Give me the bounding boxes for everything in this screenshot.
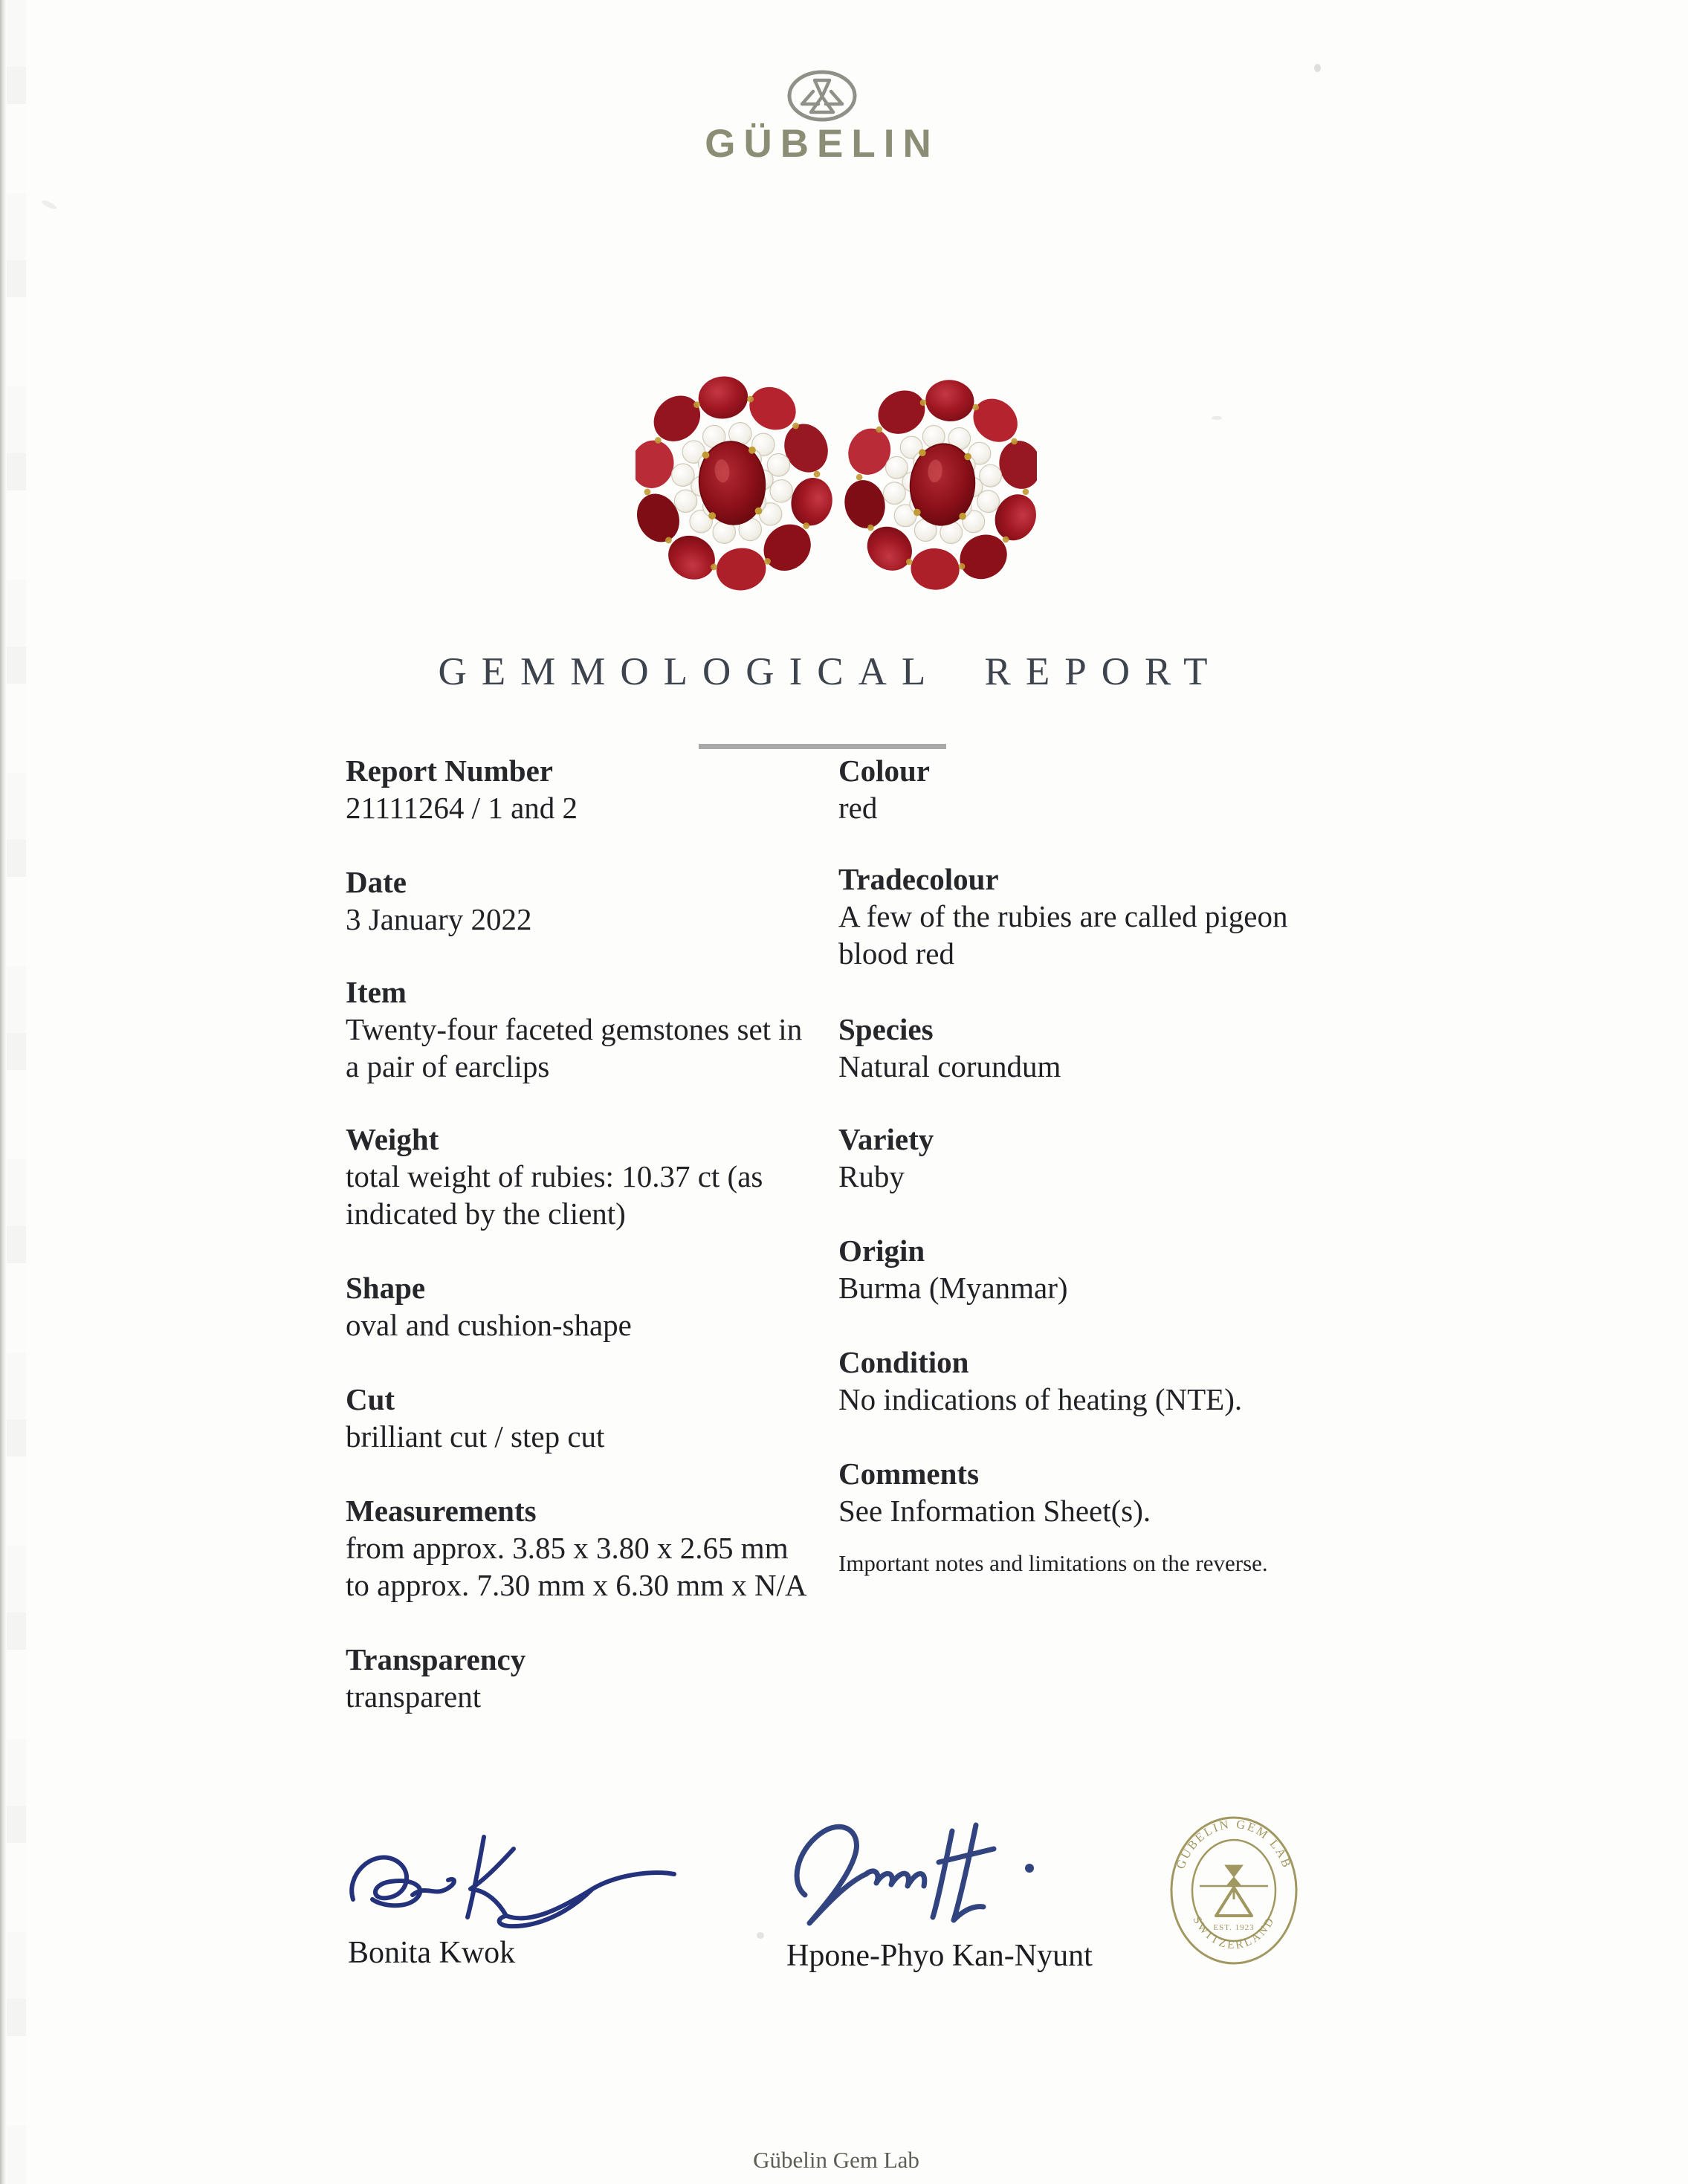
field-report-number xyxy=(346,752,836,826)
field-value: 3 January 2022 xyxy=(346,902,532,936)
field-value: Natural corundum xyxy=(838,1049,1061,1083)
seal-est-text: EST. 1923 xyxy=(1213,1923,1255,1932)
field-label: Species xyxy=(838,1012,934,1046)
field-shape xyxy=(346,1269,836,1344)
seal-bottom-text: SWITZERLAND xyxy=(1190,1914,1278,1952)
scan-speck xyxy=(1212,416,1222,420)
signatory-name: Bonita Kwok xyxy=(348,1936,516,1970)
scan-edge-artifact xyxy=(0,0,7,2184)
field-value: 21111264 / 1 and 2 xyxy=(346,791,578,825)
field-value: blood red xyxy=(838,936,954,971)
field-value: to approx. 7.30 mm x 6.30 mm x N/A xyxy=(346,1568,807,1602)
scan-speck xyxy=(1314,64,1321,72)
earclip-left xyxy=(636,372,848,598)
field-measurements xyxy=(346,1492,836,1604)
field-label: Measurements xyxy=(346,1494,537,1528)
field-label: Condition xyxy=(838,1345,969,1379)
field-value: See Information Sheet(s). xyxy=(838,1494,1151,1528)
earclips-photo xyxy=(636,372,1037,598)
brand-wordmark: GÜBELIN xyxy=(705,122,940,166)
field-variety xyxy=(838,1121,1329,1195)
field-value: red xyxy=(838,791,878,825)
field-condition xyxy=(838,1344,1329,1418)
field-origin xyxy=(838,1232,1329,1306)
footer-lab-name: Gübelin Gem Lab xyxy=(753,2147,919,2173)
field-value: a pair of earclips xyxy=(346,1049,550,1083)
earclip-right xyxy=(831,372,1037,598)
field-date xyxy=(346,863,836,938)
gubelin-logo-icon xyxy=(786,69,858,123)
field-label: Date xyxy=(346,865,407,899)
field-label: Shape xyxy=(346,1271,426,1305)
gubelin-gem-lab-seal xyxy=(1168,1815,1299,1966)
field-value: from approx. 3.85 x 3.80 x 2.65 mm xyxy=(346,1531,789,1565)
field-weight xyxy=(346,1121,836,1232)
page-title: GEMMOLOGICAL REPORT xyxy=(438,650,1223,693)
field-label: Transparency xyxy=(346,1642,526,1676)
signature-hpone-phyo-kan-nyunt-image xyxy=(784,1806,1052,1940)
field-label: Weight xyxy=(346,1122,439,1156)
field-transparency xyxy=(346,1641,836,1715)
seal-top-text: GÜBELIN GEM LAB xyxy=(1173,1816,1295,1871)
field-value: Burma (Myanmar) xyxy=(838,1271,1068,1305)
signature-bonita-kwok-image xyxy=(338,1812,695,1938)
field-label: Origin xyxy=(838,1234,925,1268)
field-label: Colour xyxy=(838,754,930,788)
field-value: oval and cushion-shape xyxy=(346,1308,632,1342)
field-label: Comments xyxy=(838,1456,980,1491)
field-label: Tradecolour xyxy=(838,862,999,896)
signatory-name: Hpone-Phyo Kan-Nyunt xyxy=(786,1939,1093,1973)
field-value: Twenty-four faceted gemstones set in xyxy=(346,1012,803,1046)
field-comments xyxy=(838,1455,1329,1529)
scan-edge-artifact-2 xyxy=(7,0,26,2184)
scan-speck xyxy=(757,1932,764,1939)
field-value: Ruby xyxy=(838,1159,905,1193)
field-value: total weight of rubies: 10.37 ct (as xyxy=(346,1159,763,1193)
field-species xyxy=(838,1011,1329,1085)
field-value: indicated by the client) xyxy=(346,1196,626,1231)
field-value: brilliant cut / step cut xyxy=(346,1419,605,1454)
field-cut xyxy=(346,1381,836,1455)
field-value: No indications of heating (NTE). xyxy=(838,1382,1243,1416)
field-item xyxy=(346,973,836,1085)
scan-speck xyxy=(41,199,58,211)
field-label: Item xyxy=(346,975,407,1009)
field-tradecolour xyxy=(838,861,1329,972)
field-colour xyxy=(838,752,1329,826)
field-label: Report Number xyxy=(346,754,553,788)
reverse-note: Important notes and limitations on the reverse. xyxy=(838,1550,1268,1576)
field-label: Cut xyxy=(346,1382,395,1416)
field-value: A few of the rubies are called pigeon xyxy=(838,899,1288,933)
title-divider xyxy=(699,744,946,749)
field-value: transparent xyxy=(346,1679,482,1714)
field-label: Variety xyxy=(838,1122,934,1156)
